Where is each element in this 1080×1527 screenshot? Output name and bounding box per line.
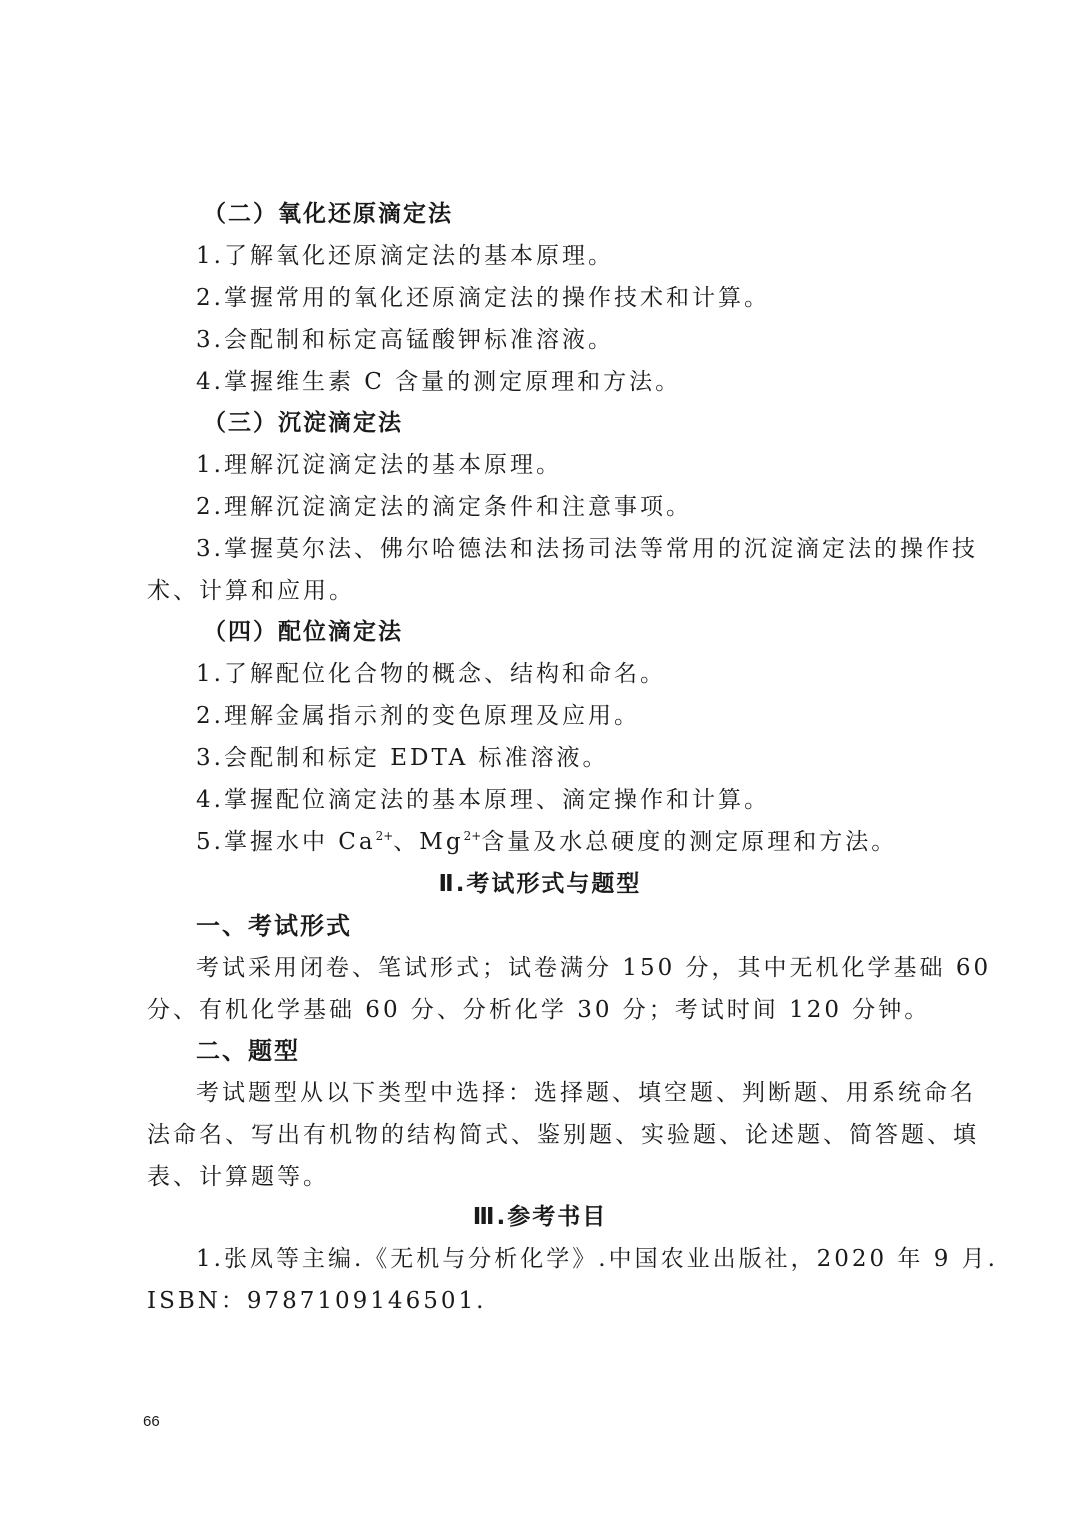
section-heading-redox: （二）氧化还原滴定法 [203, 201, 453, 227]
subsection-heading: 一、考试形式 [196, 912, 352, 940]
item-text: 含量及水总硬度的测定原理和方法。 [481, 829, 898, 855]
superscript: 2+ [463, 829, 482, 843]
section-heading-precipitation: （三）沉淀滴定法 [203, 410, 403, 436]
superscript: 2+ [375, 829, 394, 843]
list-item: 2.理解金属指示剂的变色原理及应用。 [196, 703, 640, 729]
list-item: 3.会配制和标定 EDTA 标准溶液。 [196, 745, 609, 771]
reference-line: ISBN：9787109146501. [147, 1288, 487, 1314]
list-item: 4.掌握配位滴定法的基本原理、滴定操作和计算。 [196, 787, 770, 813]
list-item: 1.了解配位化合物的概念、结构和命名。 [196, 661, 666, 687]
part-title: Ⅲ.参考书目 [472, 1204, 608, 1230]
list-item: 1.理解沉淀滴定法的基本原理。 [196, 452, 562, 478]
paragraph-line: 考试题型从以下类型中选择：选择题、填空题、判断题、用系统命名 [196, 1080, 976, 1106]
list-item: 3.会配制和标定高锰酸钾标准溶液。 [196, 327, 614, 353]
list-item: 4.掌握维生素 C 含量的测定原理和方法。 [196, 369, 682, 395]
part-title: Ⅱ.考试形式与题型 [438, 871, 642, 897]
paragraph-line: 考试采用闭卷、笔试形式；试卷满分 150 分，其中无机化学基础 60 [196, 955, 992, 981]
section-heading-complexometric: （四）配位滴定法 [203, 619, 403, 645]
page-number: 66 [143, 1413, 160, 1430]
list-item-continuation: 术、计算和应用。 [147, 578, 355, 604]
list-item: 2.掌握常用的氧化还原滴定法的操作技术和计算。 [196, 285, 770, 311]
paragraph-line: 表、计算题等。 [147, 1164, 329, 1190]
item-text: 5.掌握水中 Ca [196, 829, 376, 855]
list-item: 3.掌握莫尔法、佛尔哈德法和法扬司法等常用的沉淀滴定法的操作技 [196, 536, 978, 562]
list-item [196, 826, 897, 858]
paragraph-line: 分、有机化学基础 60 分、分析化学 30 分；考试时间 120 分钟。 [147, 997, 931, 1023]
list-item: 2.理解沉淀滴定法的滴定条件和注意事项。 [196, 494, 692, 520]
paragraph-line: 法命名、写出有机物的结构简式、鉴别题、实验题、论述题、简答题、填 [147, 1122, 979, 1148]
item-text: 、Mg [393, 829, 464, 855]
reference-line: 1.张凤等主编.《无机与分析化学》.中国农业出版社，2020 年 9 月. [196, 1246, 998, 1272]
subsection-heading: 二、题型 [196, 1037, 300, 1065]
list-item: 1.了解氧化还原滴定法的基本原理。 [196, 243, 614, 269]
